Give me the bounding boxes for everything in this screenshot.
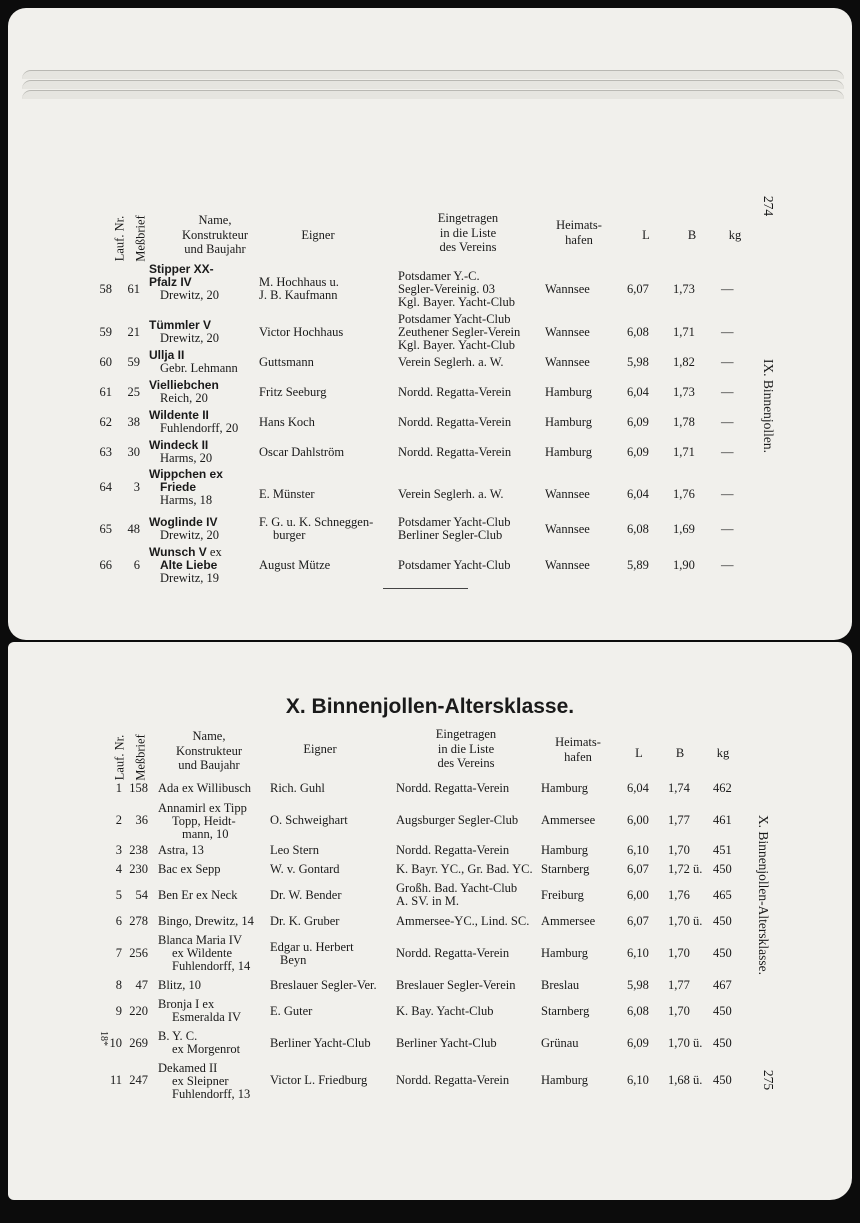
club-line: Berliner Segler-Club xyxy=(398,528,503,542)
club-line: Nordd. Regatta-Verein xyxy=(396,781,510,795)
header-kg: kg xyxy=(716,746,730,760)
heimatshafen: Hamburg xyxy=(545,445,592,459)
boat-name: Stipper XX- xyxy=(149,262,214,276)
owner-line: M. Hochhaus u. xyxy=(259,275,339,289)
weight: 451 xyxy=(713,843,732,857)
signature-mark: 18* xyxy=(98,1031,109,1046)
weight: — xyxy=(721,558,734,572)
breadth: 1,70 xyxy=(668,946,690,960)
owner-line: Oscar Dahlström xyxy=(259,445,345,459)
breadth: 1,70 ü. xyxy=(668,1036,703,1050)
header-eingetragen-line: in die Liste xyxy=(437,741,495,756)
club-line: K. Bayr. YC., Gr. Bad. YC. xyxy=(396,862,533,876)
boat-name: Esmeralda IV xyxy=(172,1010,242,1024)
builder: Drewitz, 20 xyxy=(160,331,220,345)
header-heimat-line: hafen xyxy=(564,749,592,764)
page-stack-edge xyxy=(22,90,844,99)
weight: — xyxy=(721,445,734,459)
breadth: 1,71 xyxy=(673,325,695,339)
running-head: IX. Binnenjollen. xyxy=(761,358,776,454)
breadth: 1,73 xyxy=(673,282,695,296)
lauf-nr: 9 xyxy=(115,1004,122,1018)
lauf-nr: 60 xyxy=(99,355,112,369)
owner-line: Rich. Guhl xyxy=(270,781,325,795)
eigner-cell xyxy=(259,516,373,542)
builder: Harms, 20 xyxy=(160,451,213,465)
header-heimatshafen xyxy=(545,735,611,764)
messbrief: 54 xyxy=(135,888,148,902)
page-stack-edge xyxy=(22,70,844,79)
breadth: 1,70 ü. xyxy=(668,914,703,928)
owner-line: Fritz Seeburg xyxy=(259,385,327,399)
owner-line: Beyn xyxy=(280,953,307,967)
owner-line: W. v. Gontard xyxy=(270,862,340,876)
owner-line: Edgar u. Herbert xyxy=(270,940,354,954)
length: 5,98 xyxy=(627,978,649,992)
header-heimat-line: Heimats- xyxy=(556,218,602,232)
lauf-nr: 3 xyxy=(115,843,122,857)
length: 6,04 xyxy=(627,385,649,399)
length: 6,07 xyxy=(627,862,649,876)
owner-line: Breslauer Segler-Ver. xyxy=(270,978,377,992)
length: 6,09 xyxy=(627,1036,649,1050)
lauf-nr: 59 xyxy=(99,325,112,339)
breadth: 1,73 xyxy=(673,385,695,399)
lauf-nr: 62 xyxy=(99,415,112,429)
builder: Fuhlendorff, 20 xyxy=(160,421,239,435)
name-cell xyxy=(158,802,247,841)
club-line: Segler-Vereinig. 03 xyxy=(398,282,495,296)
messbrief: 36 xyxy=(135,813,148,827)
header-name-line: Konstrukteur xyxy=(182,227,248,242)
boat-name: Ullja II xyxy=(149,348,185,362)
name-cell xyxy=(158,1062,250,1101)
club-line: Nordd. Regatta-Verein xyxy=(398,415,512,429)
club-line: Verein Seglerh. a. W. xyxy=(398,487,504,501)
weight: 461 xyxy=(713,813,732,827)
owner-line: F. G. u. K. Schneggen- xyxy=(259,515,374,529)
boat-name: Woglinde IV xyxy=(149,515,218,529)
messbrief: 61 xyxy=(127,282,140,296)
builder: Drewitz, 20 xyxy=(160,288,220,302)
messbrief: 269 xyxy=(129,1036,148,1050)
breadth: 1,68 ü. xyxy=(668,1073,703,1087)
owner-line: E. Münster xyxy=(259,487,315,501)
header-name xyxy=(160,213,270,257)
heimatshafen: Grünau xyxy=(541,1036,579,1050)
messbrief: 3 xyxy=(133,480,140,494)
length: 6,09 xyxy=(627,445,649,459)
owner-line: Dr. K. Gruber xyxy=(270,914,340,928)
header-eingetragen xyxy=(396,727,536,771)
page-number: 275 xyxy=(761,1069,776,1091)
messbrief: 238 xyxy=(129,843,148,857)
owner-line: Victor L. Friedburg xyxy=(270,1073,368,1087)
builder: Drewitz, 19 xyxy=(160,571,220,585)
name-cell xyxy=(149,546,222,585)
verein-cell xyxy=(396,882,517,908)
section-divider xyxy=(383,588,468,589)
length: 5,89 xyxy=(627,558,649,572)
lauf-nr: 2 xyxy=(115,813,122,827)
name-cell xyxy=(149,439,212,465)
club-line: Nordd. Regatta-Verein xyxy=(398,385,512,399)
messbrief: 256 xyxy=(129,946,148,960)
heimatshafen: Hamburg xyxy=(541,946,588,960)
section-title: X. Binnenjollen-Altersklasse. xyxy=(285,695,575,718)
heimatshafen: Hamburg xyxy=(541,781,588,795)
breadth: 1,72 ü. xyxy=(668,862,703,876)
breadth: 1,76 xyxy=(668,888,690,902)
boat-name: B. Y. C. xyxy=(158,1029,198,1043)
messbrief: 21 xyxy=(127,325,140,339)
lauf-nr: 1 xyxy=(115,781,122,795)
weight: — xyxy=(721,325,734,339)
header-heimatshafen xyxy=(546,218,612,247)
header-heimat-line: Heimats- xyxy=(555,735,601,749)
name-cell xyxy=(149,468,223,507)
breadth: 1,70 xyxy=(668,1004,690,1018)
breadth: 1,77 xyxy=(668,813,690,827)
boat-name: Alte Liebe xyxy=(160,558,218,572)
boat-name: Bingo, Drewitz, 14 xyxy=(158,914,254,928)
messbrief: 25 xyxy=(127,385,140,399)
boat-name: Ben Er ex Neck xyxy=(158,888,238,902)
messbrief: 220 xyxy=(129,1004,148,1018)
boat-name: Wunsch V xyxy=(149,545,207,559)
club-line: Nordd. Regatta-Verein xyxy=(396,1073,510,1087)
heimatshafen: Wannsee xyxy=(545,522,590,536)
weight: 450 xyxy=(713,946,732,960)
lauf-nr: 6 xyxy=(115,914,122,928)
heimatshafen: Wannsee xyxy=(545,325,590,339)
length: 6,00 xyxy=(627,888,649,902)
eigner-cell xyxy=(270,941,354,967)
header-heimat-line: hafen xyxy=(565,232,593,247)
weight: 467 xyxy=(713,978,732,992)
heimatshafen: Starnberg xyxy=(541,862,590,876)
boat-name: Ada ex Willibusch xyxy=(158,781,251,795)
weight: 450 xyxy=(713,1036,732,1050)
breadth: 1,74 xyxy=(668,781,690,795)
length: 6,07 xyxy=(627,914,649,928)
boat-name: ex Sleipner xyxy=(172,1074,229,1088)
club-line: Nordd. Regatta-Verein xyxy=(398,445,512,459)
weight: — xyxy=(721,487,734,501)
boat-name: ex Morgenrot xyxy=(172,1042,241,1056)
length: 6,08 xyxy=(627,1004,649,1018)
verein-cell xyxy=(398,270,515,309)
top-page xyxy=(8,8,852,640)
boat-name: Friede xyxy=(160,480,197,494)
heimatshafen: Freiburg xyxy=(541,888,584,902)
breadth: 1,69 xyxy=(673,522,695,536)
length: 6,00 xyxy=(627,813,649,827)
header-eingetragen-line: Eingetragen xyxy=(435,727,497,741)
length: 5,98 xyxy=(627,355,649,369)
page-stack-edge xyxy=(22,80,844,89)
builder: Drewitz, 20 xyxy=(160,528,220,542)
club-line: Nordd. Regatta-Verein xyxy=(396,946,510,960)
club-line: Potsdamer Y.-C. xyxy=(398,269,480,283)
page-number: 274 xyxy=(761,195,776,217)
boat-name: Vielliebchen xyxy=(149,378,219,392)
weight: 450 xyxy=(713,1073,732,1087)
length: 6,04 xyxy=(627,487,649,501)
club-line: K. Bay. Yacht-Club xyxy=(396,1004,494,1018)
length: 6,07 xyxy=(627,282,649,296)
header-name-line: und Baujahr xyxy=(184,242,246,256)
boat-name: ex Wildente xyxy=(172,946,233,960)
header-eingetragen-line: des Vereins xyxy=(439,240,497,254)
owner-line: Berliner Yacht-Club xyxy=(270,1036,371,1050)
messbrief: 38 xyxy=(127,415,140,429)
lauf-nr: 10 xyxy=(109,1036,122,1050)
header-l: L xyxy=(642,228,650,242)
messbrief: 247 xyxy=(129,1073,148,1087)
boat-name: Wippchen ex xyxy=(149,467,223,481)
heimatshafen: Hamburg xyxy=(545,385,592,399)
breadth: 1,77 xyxy=(668,978,690,992)
messbrief: 6 xyxy=(133,558,140,572)
builder: mann, 10 xyxy=(182,827,229,841)
owner-line: Guttsmann xyxy=(259,355,314,369)
verein-cell xyxy=(398,313,520,352)
boat-name: Blitz, 10 xyxy=(158,978,202,992)
lauf-nr: 64 xyxy=(99,480,112,494)
messbrief: 278 xyxy=(129,914,148,928)
length: 6,08 xyxy=(627,325,649,339)
weight: — xyxy=(721,415,734,429)
boat-name: Blanca Maria IV xyxy=(158,933,242,947)
club-line: Kgl. Bayer. Yacht-Club xyxy=(398,338,516,352)
boat-name: Bac ex Sepp xyxy=(158,862,221,876)
weight: 450 xyxy=(713,914,732,928)
running-head: X. Binnenjollen-Altersklasse. xyxy=(756,814,771,976)
heimatshafen: Wannsee xyxy=(545,355,590,369)
owner-line: E. Guter xyxy=(270,1004,313,1018)
breadth: 1,78 xyxy=(673,415,695,429)
heimatshafen: Wannsee xyxy=(545,487,590,501)
weight: 450 xyxy=(713,862,732,876)
name-cell xyxy=(149,319,219,345)
header-lauf: Lauf. Nr. xyxy=(112,734,127,781)
length: 6,10 xyxy=(627,843,649,857)
heimatshafen: Wannsee xyxy=(545,558,590,572)
club-line: Kgl. Bayer. Yacht-Club xyxy=(398,295,516,309)
header-name-line: Name, xyxy=(192,729,226,743)
lauf-nr: 5 xyxy=(115,888,122,902)
name-cell xyxy=(149,409,238,435)
header-name-line: Konstrukteur xyxy=(176,743,242,758)
weight: — xyxy=(721,522,734,536)
weight: 465 xyxy=(713,888,732,902)
name-cell xyxy=(149,263,219,302)
header-name-line: und Baujahr xyxy=(178,758,240,772)
builder: Gebr. Lehmann xyxy=(160,361,238,375)
owner-line: O. Schweighart xyxy=(270,813,348,827)
builder: Harms, 18 xyxy=(160,493,213,507)
breadth: 1,71 xyxy=(673,445,695,459)
boat-name: Pfalz IV xyxy=(149,275,192,289)
club-line: Zeuthener Segler-Verein xyxy=(398,325,521,339)
weight: — xyxy=(721,355,734,369)
breadth: 1,70 xyxy=(668,843,690,857)
club-line: Nordd. Regatta-Verein xyxy=(396,843,510,857)
header-name-line: Name, xyxy=(198,213,232,227)
owner-line: August Mütze xyxy=(259,558,331,572)
header-name xyxy=(154,729,264,773)
owner-line: Hans Koch xyxy=(259,415,315,429)
eigner-cell xyxy=(259,276,339,302)
weight: 462 xyxy=(713,781,732,795)
header-eingetragen-line: in die Liste xyxy=(439,225,497,240)
name-cell xyxy=(158,1030,240,1056)
boat-name: Dekamed II xyxy=(158,1061,218,1075)
header-eingetragen-line: Eingetragen xyxy=(437,211,499,225)
club-line: Potsdamer Yacht-Club xyxy=(398,312,511,326)
boat-name: Annamirl ex Tipp xyxy=(158,801,247,815)
lauf-nr: 4 xyxy=(115,862,122,876)
length: 6,09 xyxy=(627,415,649,429)
header-b: B xyxy=(675,746,685,760)
club-line: A. SV. in M. xyxy=(396,894,459,908)
messbrief: 48 xyxy=(127,522,140,536)
bottom-page xyxy=(8,642,852,1200)
heimatshafen: Hamburg xyxy=(541,843,588,857)
lauf-nr: 7 xyxy=(115,946,122,960)
messbrief: 230 xyxy=(129,862,148,876)
breadth: 1,82 xyxy=(673,355,695,369)
lauf-nr: 58 xyxy=(99,282,112,296)
weight: — xyxy=(721,385,734,399)
club-line: Potsdamer Yacht-Club xyxy=(398,558,511,572)
boat-name: Bronja I ex xyxy=(158,997,215,1011)
lauf-nr: 8 xyxy=(115,978,122,992)
messbrief: 30 xyxy=(127,445,140,459)
breadth: 1,90 xyxy=(673,558,695,572)
name-cell xyxy=(158,934,250,973)
owner-line: Dr. W. Bender xyxy=(270,888,342,902)
header-eingetragen-line: des Vereins xyxy=(437,756,495,770)
header-eigner: Eigner xyxy=(301,228,335,242)
header-eigner: Eigner xyxy=(303,742,337,756)
boat-name: Windeck II xyxy=(149,438,209,452)
club-line: Augsburger Segler-Club xyxy=(396,813,519,827)
length: 6,10 xyxy=(627,1073,649,1087)
lauf-nr: 65 xyxy=(99,522,112,536)
length: 6,08 xyxy=(627,522,649,536)
owner-line: burger xyxy=(273,528,306,542)
boat-name-ex: ex xyxy=(206,545,222,559)
heimatshafen: Hamburg xyxy=(541,1073,588,1087)
name-cell xyxy=(149,349,238,375)
lauf-nr: 61 xyxy=(99,385,112,399)
verein-cell xyxy=(398,516,511,542)
messbrief: 47 xyxy=(135,978,148,992)
heimatshafen: Breslau xyxy=(541,978,580,992)
header-messbrief: Meßbrief xyxy=(133,215,148,262)
boat-name: Tümmler V xyxy=(149,318,212,332)
length: 6,04 xyxy=(627,781,649,795)
owner-line: J. B. Kaufmann xyxy=(259,288,338,302)
lauf-nr: 66 xyxy=(99,558,112,572)
owner-line: Victor Hochhaus xyxy=(259,325,344,339)
header-l: L xyxy=(635,746,643,760)
heimatshafen: Ammersee xyxy=(541,914,596,928)
builder: Reich, 20 xyxy=(160,391,208,405)
club-line: Breslauer Segler-Verein xyxy=(396,978,516,992)
eigner-cell xyxy=(259,326,343,339)
club-line: Großh. Bad. Yacht-Club xyxy=(396,881,518,895)
header-b: B xyxy=(687,228,697,242)
lauf-nr: 63 xyxy=(99,445,112,459)
boat-name: Wildente II xyxy=(149,408,209,422)
heimatshafen: Starnberg xyxy=(541,1004,590,1018)
lauf-nr: 11 xyxy=(109,1073,122,1087)
weight: — xyxy=(721,282,734,296)
header-messbrief: Meßbrief xyxy=(133,734,148,781)
length: 6,10 xyxy=(627,946,649,960)
club-line: Verein Seglerh. a. W. xyxy=(398,355,504,369)
weight: 450 xyxy=(713,1004,732,1018)
club-line: Potsdamer Yacht-Club xyxy=(398,515,511,529)
heimatshafen: Ammersee xyxy=(541,813,596,827)
header-kg: kg xyxy=(728,228,742,242)
heimatshafen: Hamburg xyxy=(545,415,592,429)
messbrief: 158 xyxy=(129,781,148,795)
owner-line: Leo Stern xyxy=(270,843,319,857)
header-lauf: Lauf. Nr. xyxy=(112,215,127,262)
breadth: 1,76 xyxy=(673,487,695,501)
header-eingetragen xyxy=(398,211,538,255)
club-line: Ammersee-YC., Lind. SC. xyxy=(396,914,530,928)
boat-name: Topp, Heidt- xyxy=(172,814,236,828)
name-cell xyxy=(149,516,219,542)
builder: Fuhlendorff, 14 xyxy=(172,959,251,973)
name-cell xyxy=(158,998,241,1024)
name-cell xyxy=(149,379,219,405)
messbrief: 59 xyxy=(127,355,140,369)
club-line: Berliner Yacht-Club xyxy=(396,1036,497,1050)
builder: Fuhlendorff, 13 xyxy=(172,1087,251,1101)
boat-name: Astra, 13 xyxy=(158,843,204,857)
heimatshafen: Wannsee xyxy=(545,282,590,296)
